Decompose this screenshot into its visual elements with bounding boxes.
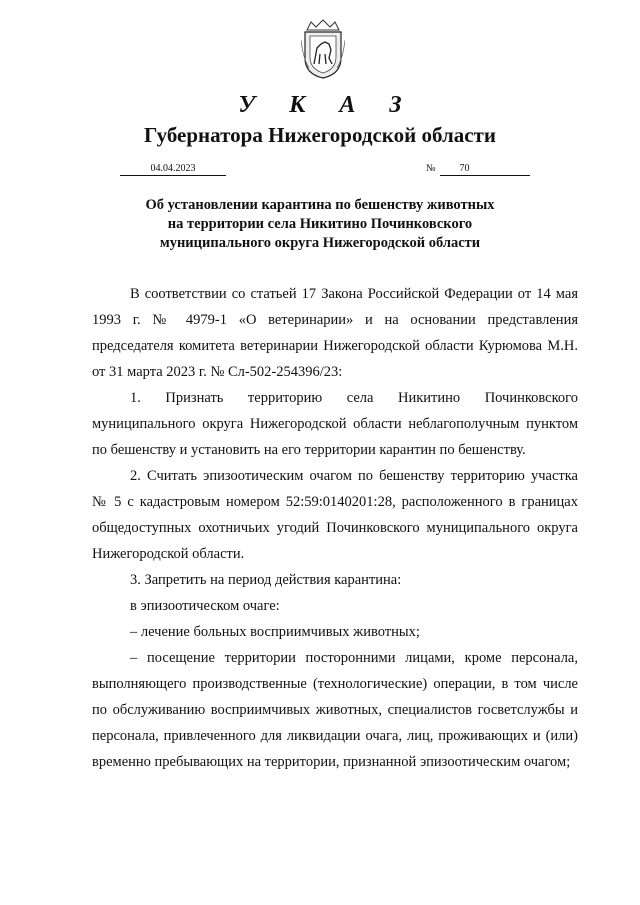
subject-line: муниципального округа Нижегородской области [159,235,481,251]
paragraph-bullet: – лечение больных восприимчивых животных; [130,624,420,640]
document-type-title: У К А З [238,92,416,118]
number-symbol: № [426,163,436,174]
issuer-title: Губернатора Нижегородской области [144,123,496,147]
document-number: 70 [440,163,530,176]
paragraph-item-3: 3. Запретить на период действия карантина: [130,572,402,588]
document-date: 04.04.2023 [120,163,226,176]
coat-of-arms-icon [301,18,345,80]
paragraph-item-2: 2. Считать эпизоотическим очагом по бешенству территорию участка № 5 с кадастровым номером 52:59:0140201:28, расположенного в границах общедоступных охотничьих угодий Починковского муниципального округа Нижегородской области. [92,468,578,562]
document-body [92,281,578,775]
paragraph-subheading: в эпизоотическом очаге: [130,598,280,614]
paragraph-bullet: – посещение территории посторонними лицами, кроме персонала, выполняющего производственные (технологические) операции, в том числе по обслуживанию восприимчивых животных, специалистов госветслужбы и персонала, привлеченного для ликвидации очага, лиц, проживающих и (или) временно пребывающих на территории, признанной эпизоотическим очагом; [92,650,578,770]
subject-line: на территории села Никитино Починковского [167,216,473,232]
document-number-field [426,163,530,176]
paragraph-preamble: В соответствии со статьей 17 Закона Российской Федерации от 14 мая 1993 г. № 4979-1 «О ветеринарии» и на основании представления председателя комитета ветеринарии Нижегородской области Курюмова М.Н. от 31 марта 2023 г. № Сл-502-254396/23: [92,286,578,380]
subject-line: Об установлении карантина по бешенству животных [145,197,495,213]
paragraph-item-1: 1. Признать территорию села Никитино Починковского муниципального округа Нижегородской области неблагополучным пунктом по бешенству и установить на его территории карантин по бешенству. [92,390,578,458]
document-subject [100,196,540,253]
